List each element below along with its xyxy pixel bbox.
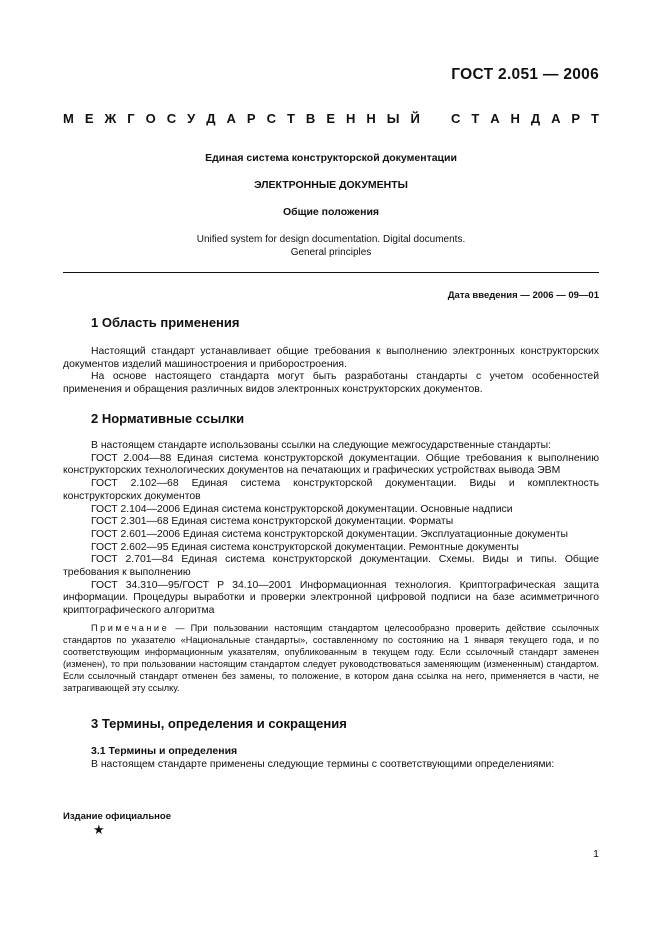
heading-letter: А [490,111,500,126]
heading-letter: Й [410,111,420,126]
section-1-body [63,346,599,397]
heading-letter: Р [246,111,256,126]
section-3-heading: 3 Термины, определения и сокращения [91,716,347,731]
english-title-line-1: Unified system for design documentation. Digital documents. [196,234,466,245]
document-title: ЭЛЕКТРОННЫЕ ДОКУМЕНТЫ [254,179,408,191]
heading-letter: Д [206,111,216,126]
reference-item: ГОСТ 2.602—95 Единая система конструкторской документации. Ремонтные документы [91,541,519,553]
official-edition-label: Издание официальное [63,811,171,822]
heading-letter: Н [345,111,356,126]
heading-letter: У [187,111,196,126]
note-text: — При пользовании настоящим стандартом целесообразно проверить действие ссылочных стандартов по указателю «Национальные стандарты», составленному по состоянию на 1 января текущего года, и по соответствующим информационным указателям, опубликованным в текущем году. Если ссылочный стандарт заменен (изменен), то при пользовании настоящим стандартом следует руководствоваться заменяющим (измененным) стандартом. Если ссылочный стандарт отменен без замены, то положение, в котором дана ссылка на него, применяется в части, не затрагивающей эту ссылку. [63,622,599,693]
note [63,622,599,694]
section-2-heading: 2 Нормативные ссылки [91,411,245,426]
reference-item: ГОСТ 34.310—95/ГОСТ Р 34.10—2001 Информационная технология. Криптографическая защита информации. Процедуры выработки и проверки электронной цифровой подписи на базе асимметричного криптографического алгоритма [63,579,599,617]
heading-letter: В [305,111,316,126]
heading-letter: С [166,111,177,126]
paragraph: Настоящий стандарт устанавливает общие требования к выполнению электронных конструкторских документов изделий машиностроения и приборостроения. [63,346,599,370]
page-number: 1 [593,848,599,860]
heading-letter: Г [127,111,135,126]
heading-letter: Ы [386,111,400,126]
reference-item: ГОСТ 2.601—2006 Единая система конструкторской документации. Эксплуатационные документы [91,528,569,540]
section-3-body [63,759,599,772]
heading-letter: А [226,111,236,126]
paragraph: На основе настоящего стандарта могут быть разработаны стандарты с учетом особенностей применения и обращения различных видов электронных конструкторских документов. [63,371,599,396]
heading-letter: Р [571,111,581,126]
heading-letter: Н [510,111,520,126]
heading-letter: М [63,111,74,126]
english-title [63,233,599,259]
heading-letter: Е [84,111,94,126]
subsection-3-1-heading: 3.1 Термины и определения [91,745,238,757]
heading-letter: А [551,111,561,126]
heading-letter: Ж [104,111,117,126]
heading-letter: Т [471,111,480,126]
reference-item: ГОСТ 2.104—2006 Единая система конструкторской документации. Основные надписи [91,503,513,515]
heading-letter: О [145,111,156,126]
star-icon: ★ [93,822,105,837]
standard-number: ГОСТ 2.051 — 2006 [451,66,599,83]
reference-item: ГОСТ 2.301—68 Единая система конструкторской документации. Форматы [91,516,454,528]
heading-letter: Д [530,111,541,126]
heading-letter: Т [286,111,295,126]
paragraph: В настоящем стандарте применены следующие термины с соответствующими определениями: [91,759,555,770]
english-title-line-2: General principles [290,247,372,258]
title-divider [63,272,599,273]
interstate-word [63,111,420,126]
heading-letter: Е [326,111,335,126]
reference-item: ГОСТ 2.102—68 Единая система конструкторской документации. Виды и комплектность конструкторских документов [63,478,599,502]
note-label: Примечание [91,622,170,633]
reference-item: ГОСТ 2.004—88 Единая система конструкторской документации. Общие требования к выполнению конструкторских технологических документов на печатающих и графических устройствах вывода ЭВМ [63,452,599,477]
section-1-heading: 1 Область применения [91,315,240,330]
introduction-date: Дата введения — 2006 — 09—01 [447,290,599,301]
heading-letter: С [266,111,276,126]
reference-item: ГОСТ 2.701—84 Единая система конструкторской документации. Схемы. Виды и типы. Общие требования к выполнению [63,554,599,579]
series-title: Единая система конструкторской документации [205,152,457,164]
heading-letter: С [451,111,461,126]
document-subtitle: Общие положения [282,206,380,218]
section-2-body [63,440,599,694]
heading-letter: Н [366,111,376,126]
paragraph: В настоящем стандарте использованы ссылки на следующие межгосударственные стандарты: [91,440,552,451]
heading-letter: Т [591,111,599,126]
standard-word [451,111,599,126]
interstate-standard-banner [63,111,599,126]
